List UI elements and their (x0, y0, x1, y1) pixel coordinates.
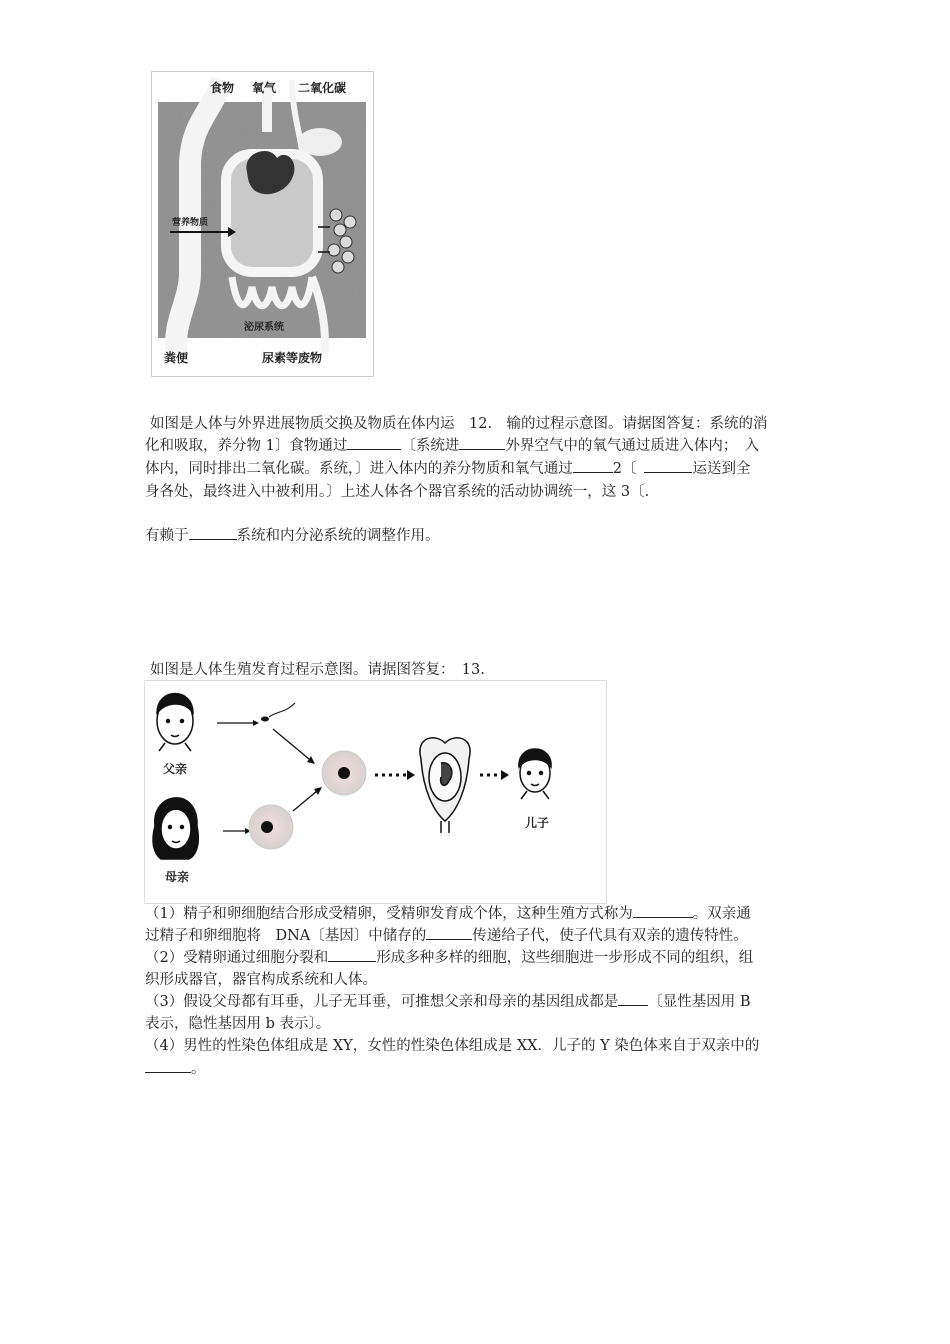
label-mother: 母亲 (165, 870, 190, 884)
label-urinary-system: 泌尿系统 (244, 322, 284, 333)
label-son: 儿子 (525, 816, 550, 830)
answer-blank-1[interactable] (347, 435, 401, 450)
q13-line-2: 过精子和卵细胞将 DNA〔基因〕中储存的 传递给子代，使子代具有双亲的遗传特性。 (145, 925, 748, 947)
q13-line-8: 。 (145, 1058, 206, 1080)
q12-line-5: 有赖于 系统和内分泌系统的调整作用。 (145, 525, 440, 547)
q13-line-7: （4）男性的性染色体组成是 XY，女性的性染色体组成是 XX．儿子的 Y 染色体来自于双亲中的 (145, 1038, 760, 1054)
fertilized-egg-icon (322, 751, 366, 795)
answer-blank-7[interactable] (426, 925, 472, 940)
answer-blank-2[interactable] (459, 435, 505, 450)
q12-line-4: 身各处，最终进入中被利用。〕上述人体各个器官系统的活动协调统一，这 3〔. (145, 484, 650, 500)
q13-line-4: 织形成器官，器官构成系统和人体。 (145, 972, 377, 988)
circulation-diagram (152, 72, 373, 376)
q13-intro: 如图是人体生殖发育过程示意图。请据图答复： 13. (150, 662, 485, 678)
q13-line-1: （1）精子和卵细胞结合形成受精卵，受精卵发育成个体，这种生殖方式称为 。双亲通 (145, 903, 751, 925)
answer-blank-10[interactable] (145, 1058, 191, 1073)
q12-line-1: 如图是人体与外界进展物质交换及物质在体内运 12. 输的过程示意图。请据图答复：系统的消 (150, 416, 768, 432)
fetus-uterus-icon (420, 738, 470, 833)
son-face (519, 749, 551, 799)
q13-line-3: （2）受精卵通过细胞分裂和 形成多种多样的细胞，这些细胞进一步形成不同的组织，组 (145, 947, 753, 969)
label-feces: 粪便 (164, 351, 189, 365)
q13-line-6: 表示，隐性基因用 b 表示〕。 (145, 1016, 331, 1032)
label-nutrients: 营养物质 (172, 218, 209, 228)
answer-blank-9[interactable] (618, 991, 648, 1006)
answer-blank-5[interactable] (189, 525, 237, 540)
reproduction-figure (144, 680, 607, 904)
answer-blank-3[interactable] (573, 458, 613, 473)
answer-blank-6[interactable] (633, 903, 693, 918)
egg-cell-icon (249, 805, 293, 849)
circulation-figure (151, 71, 374, 377)
reproduction-diagram (145, 681, 606, 903)
q12-line-2: 化和吸取，养分物 1〕食物通过 〔系统进 外界空气中的氧气通过质进入体内； 入 (145, 435, 759, 457)
label-oxygen: 氧气 (252, 81, 277, 95)
answer-blank-8[interactable] (328, 947, 376, 962)
label-food: 食物 (210, 81, 235, 95)
sperm-icon (261, 703, 295, 722)
label-co2: 二氧化碳 (298, 81, 347, 95)
father-face (157, 694, 193, 752)
q13-line-5: （3）假设父母都有耳垂，儿子无耳垂，可推想父亲和母亲的基因组成都是 〔显性基因用 B (145, 991, 751, 1013)
q12-line-3: 体内，同时排出二氧化碳。系统，〕进入体内的养分物质和氧气通过 2〔 运送到全 (145, 458, 750, 480)
label-urea: 尿素等废物 (262, 351, 323, 365)
label-father: 父亲 (163, 762, 188, 776)
mother-face (153, 798, 198, 859)
answer-blank-4[interactable] (644, 458, 692, 473)
